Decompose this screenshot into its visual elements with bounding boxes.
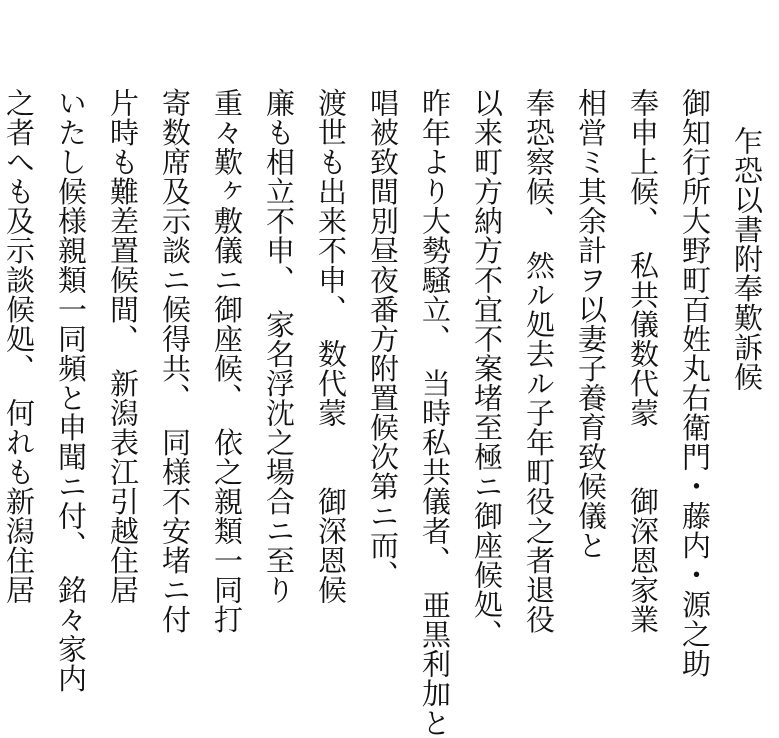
text-line-4: 奉恐察候、 然ル処去ル子年町役之者退役: [522, 88, 556, 634]
vertical-text-block: [0, 88, 773, 738]
text-line-2: 奉申上候、 私共儀数代蒙 御深恩家業: [626, 88, 660, 634]
text-line-14: 之者へも及示談候処、 何れも新潟住居: [2, 88, 36, 605]
text-line-6: 昨年より大勢騒立、 当時私共儀者、 亜黒利加と: [418, 88, 452, 738]
text-line-1: 御知行所大野町百姓丸右衛門・藤内・源之助: [678, 88, 712, 678]
document-title: 乍恐以書附奉歎訴候: [730, 126, 764, 392]
text-line-10: 重々歎ヶ敷儀ニ御座候、 依之親類一同打: [210, 88, 244, 634]
text-line-9: 廉も相立不申、 家名浮沈之場合ニ至り: [262, 88, 296, 605]
text-line-13: いたし候様親類一同頻と申聞ニ付、 銘々家内: [54, 88, 88, 693]
text-line-7: 唱被致間別昼夜番方附置候次第ニ而、: [366, 88, 400, 590]
text-line-12: 片時も難差置候間、 新潟表江引越住居: [106, 88, 140, 605]
text-line-11: 寄数席及示談ニ候得共、 同様不安堵ニ付: [158, 88, 192, 634]
text-line-5: 以来町方納方不宜不案堵至極ニ御座候処、: [470, 88, 504, 649]
text-line-8: 渡世も出来不申、 数代蒙 御深恩候: [314, 88, 348, 605]
text-line-3: 相営ミ其余計ヲ以妻子養育致候儀と: [574, 88, 608, 560]
